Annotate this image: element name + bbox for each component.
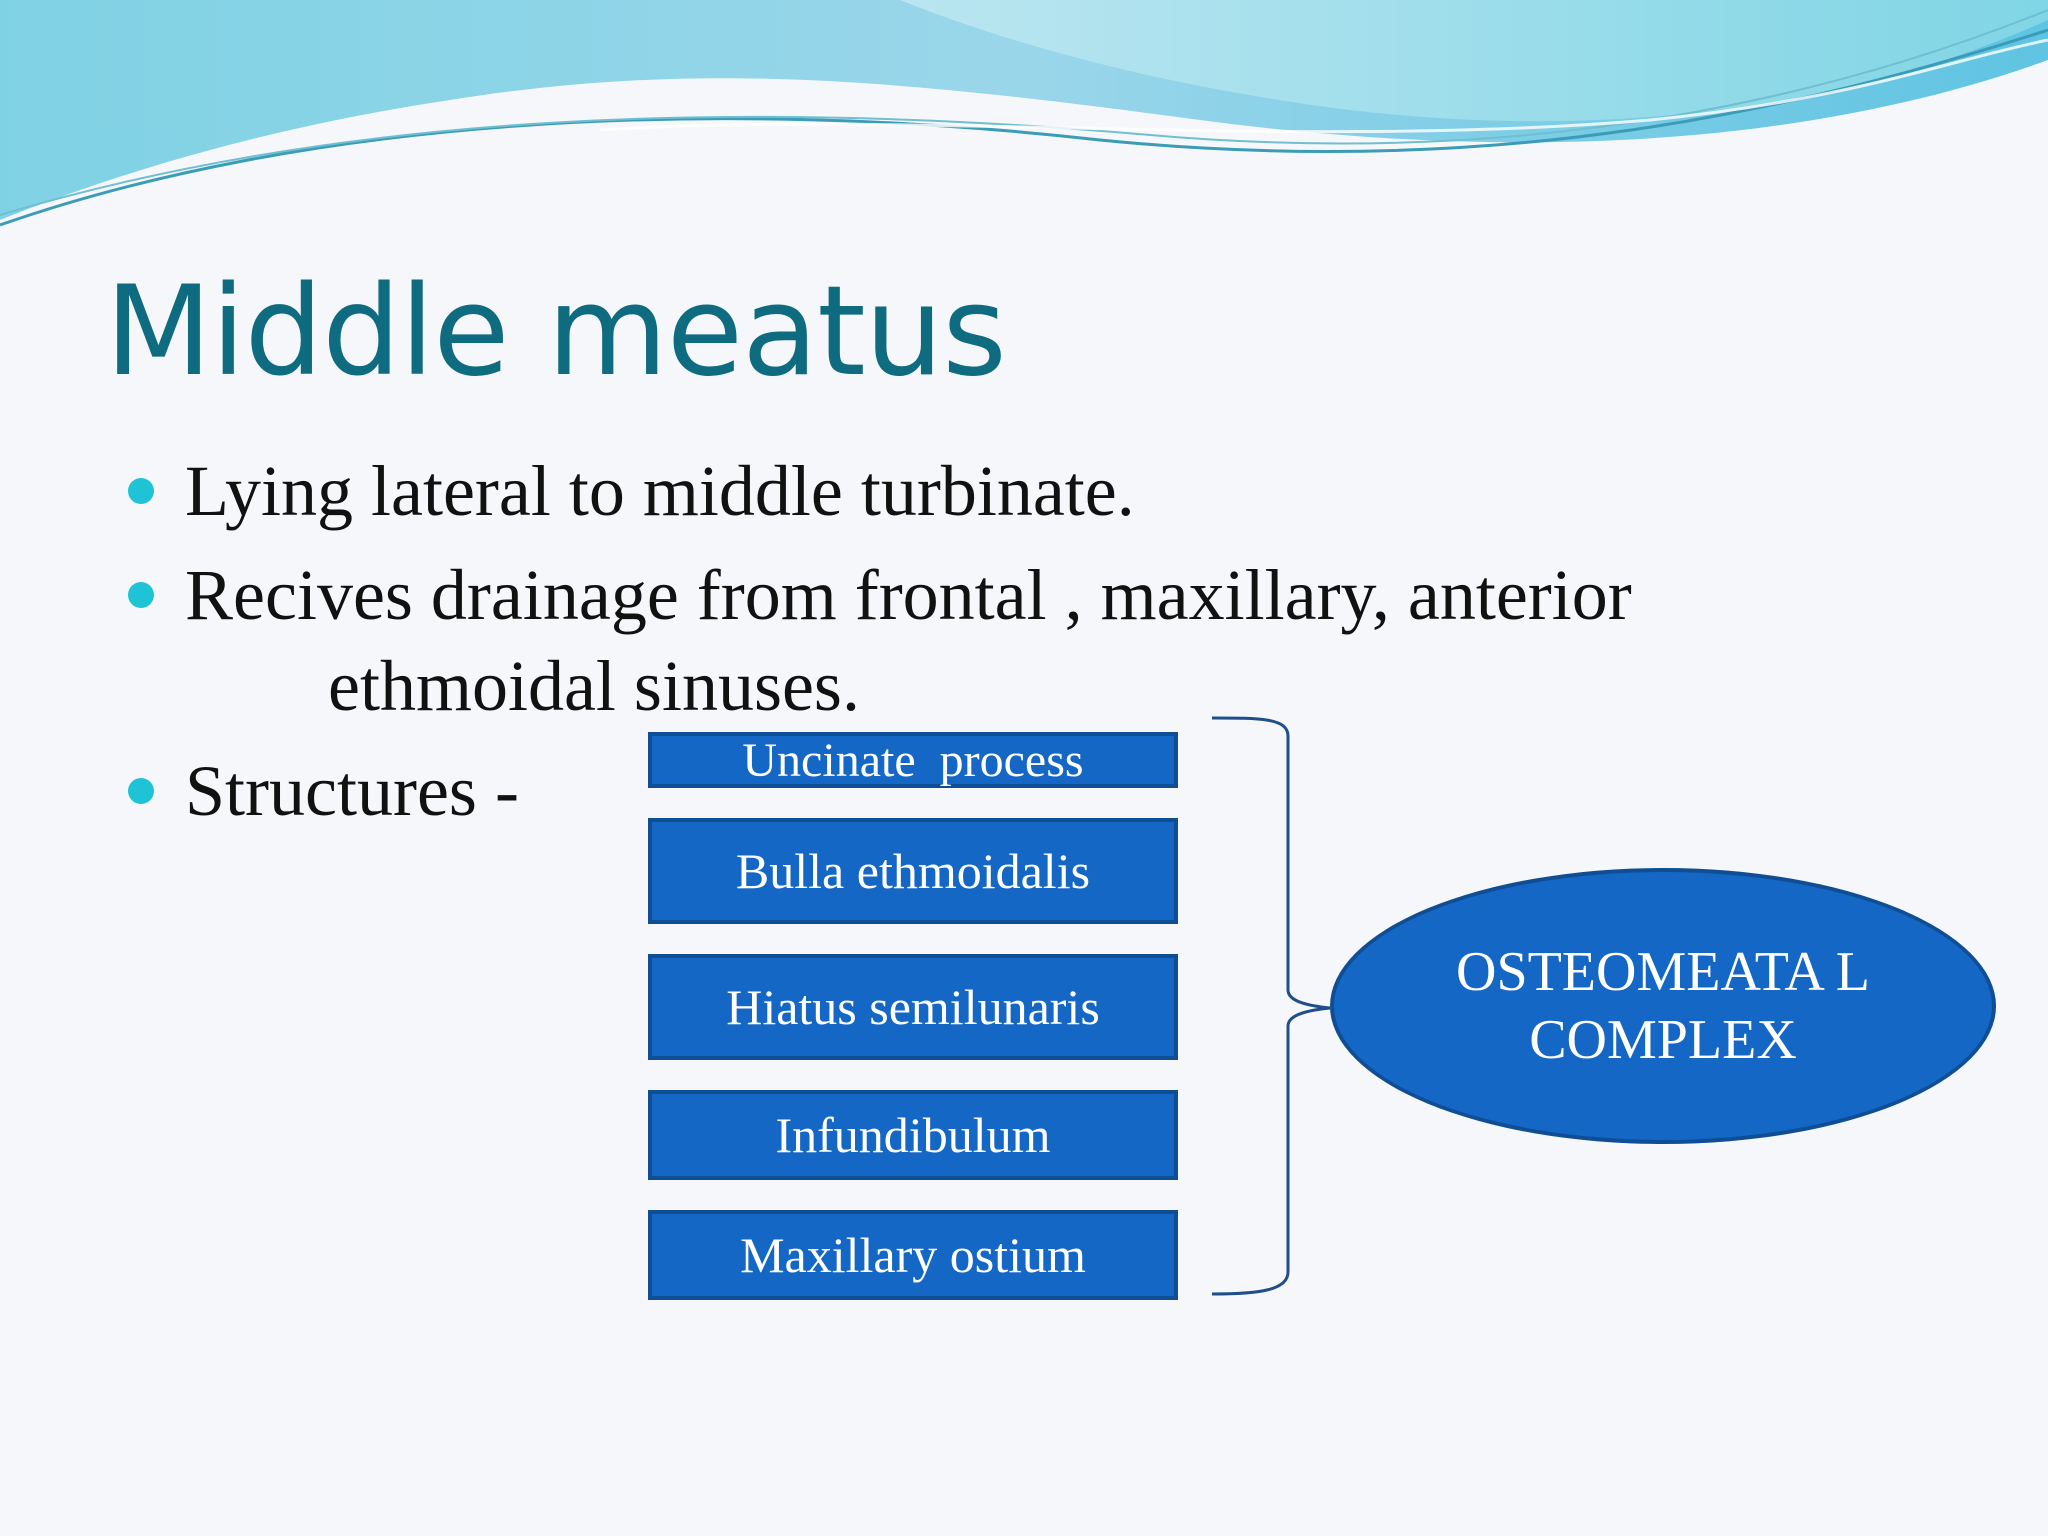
grouping-bracket xyxy=(1200,700,1340,1310)
structure-box-maxillary-ostium: Maxillary ostium xyxy=(648,1210,1178,1300)
structure-box-bulla-ethmoidalis: Bulla ethmoidalis xyxy=(648,818,1178,924)
slide-title: Middle meatus xyxy=(105,260,1006,404)
bullet-dot xyxy=(128,582,154,608)
decorative-header-wave xyxy=(0,0,2048,240)
structure-box-hiatus-semilunaris: Hiatus semilunaris xyxy=(648,954,1178,1060)
structure-box-uncinate-process: Uncinate process xyxy=(648,732,1178,788)
osteomeatal-complex-ellipse: OSTEOMEATA L COMPLEX xyxy=(1330,868,1996,1144)
bullet-dot xyxy=(128,778,154,804)
bullet-text-1: Lying lateral to middle turbinate. xyxy=(185,451,1135,531)
bullet-text-2: Recives drainage from frontal , maxillary, anterior xyxy=(185,555,1632,635)
bullet-text-2-continuation: ethmoidal sinuses. xyxy=(328,646,860,726)
bullet-text-3: Structures - xyxy=(185,751,519,831)
bullet-dot xyxy=(128,478,154,504)
structure-box-infundibulum: Infundibulum xyxy=(648,1090,1178,1180)
